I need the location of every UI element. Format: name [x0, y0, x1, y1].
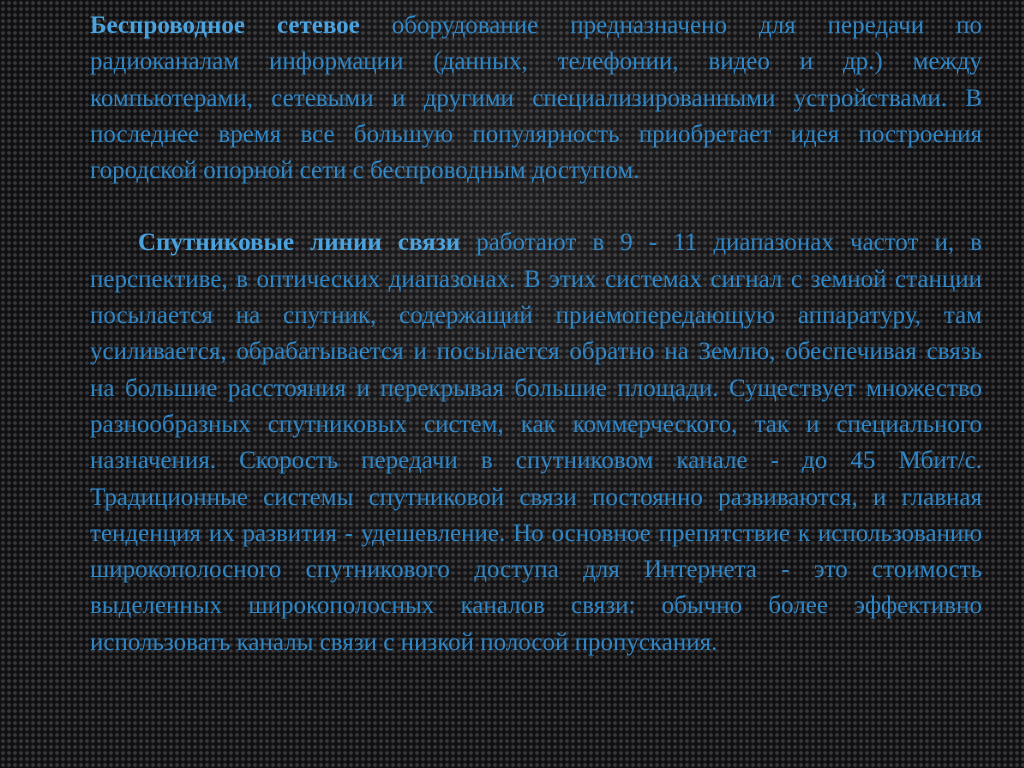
paragraph-satellite-links	[90, 225, 982, 661]
paragraph-lead-satellite: Спутниковые линии связи	[138, 229, 461, 257]
paragraph-lead-wireless: Беспроводное сетевое	[90, 12, 360, 39]
slide-content	[90, 8, 982, 764]
paragraph-body-satellite: работают в 9 - 11 диапазонах частот и, в перспективе, в оптических диапазонах. В этих системах сигнал с земной станции посылается на спутник, содержащий приемопередающую аппаратуру, там усиливается, обрабатывается и посылается обратно на Землю, обеспечивая связь на большие расстояния и перекрывая большие площади. Существует множество разнообразных спутниковых систем, как коммерческого, так и специального назначения. Скорость передачи в спутниковом канале - до 45 Мбит/с. Традиционные системы спутниковой связи постоянно развиваются, и главная тенденция их развития - удешевление. Но основное препятствие к использованию широкополосного спутникового доступа для Интернета - это стоимость выделенных широкополосных каналов связи: обычно более эффективно использовать каналы связи с низкой полосой пропускания.	[90, 229, 982, 656]
paragraph-body-wireless: оборудование предназначено для передачи по радиоканалам информации (данных, телефонии, видео и др.) между компьютерами, сетевыми и другими специализированными устройствами. В последнее время все большую популярность приобретает идея построения городской опорной сети с беспроводным доступом.	[90, 12, 982, 185]
paragraph-wireless-equipment	[90, 8, 982, 189]
